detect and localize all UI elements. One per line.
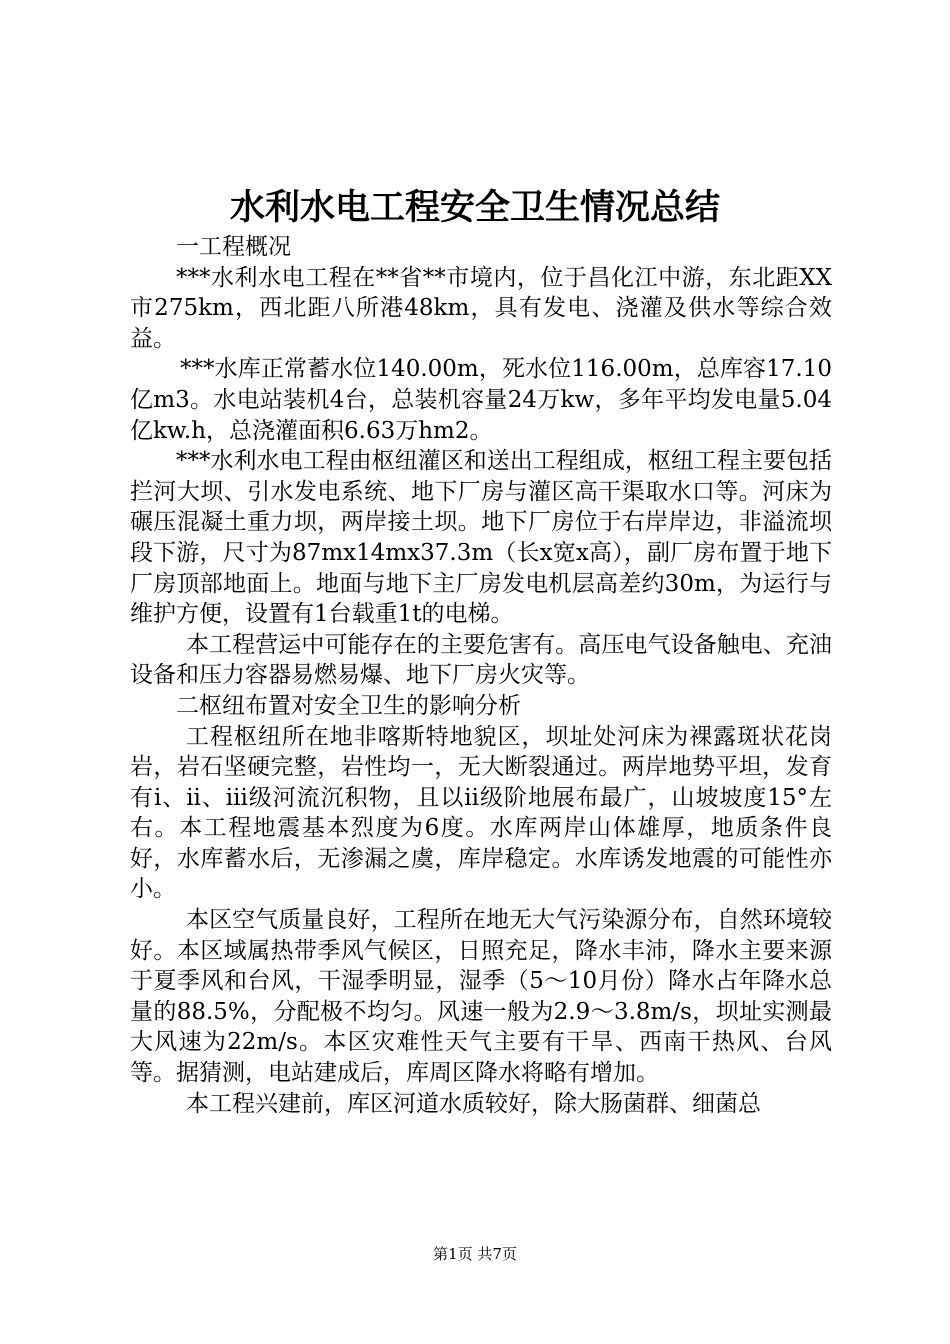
page-footer: 第1页 共7页 bbox=[433, 1245, 517, 1263]
paragraph-hazards: 本工程营运中可能存在的主要危害有。高压电气设备触电、充油设备和压力容器易燃易爆、地下厂房火灾等。 bbox=[130, 631, 832, 689]
paragraph-water-quality: 本工程兴建前，库区河道水质较好，除大肠菌群、细菌总 bbox=[186, 1090, 761, 1117]
paragraph-geology: 工程枢纽所在地非喀斯特地貌区，坝址处河床为裸露斑状花岗岩，岩石坚硬完整，岩性均一，无大断裂通过。两岸地势平坦，发育有i、ii、iii级河流沉积物，且以ii级阶地展布最广，山坡坡度15°左右。本工程地震基本烈度为6度。水库两岸山体雄厚，地质条件良好，水库蓄水后，无渗漏之虞，库岸稳定。水库诱发地震的可能性亦小。 bbox=[130, 723, 832, 903]
document-body bbox=[130, 232, 832, 1119]
paragraph-climate: 本区空气质量良好，工程所在地无大气污染源分布，自然环境较好。本区域属热带季风气候区，日照充足，降水丰沛，降水主要来源于夏季风和台风，干湿季明显，湿季（5～10月份）降水占年降水总量的88.5%，分配极不均匀。风速一般为2.9～3.8m/s，坝址实测最大风速为22m/s。本区灾难性天气主要有干旱、西南干热风、台风等。据猜测，电站建成后，库周区降水将略有增加。 bbox=[130, 907, 832, 1087]
section-heading-overview: 一工程概况 bbox=[176, 234, 291, 260]
paragraph-composition: ***水利水电工程由枢纽灌区和送出工程组成，枢纽工程主要包括拦河大坝、引水发电系统、地下厂房与灌区高干渠取水口等。河床为碾压混凝土重力坝，两岸接土坝。地下厂房位于右岸岸边，非溢流坝段下游，尺寸为87mx14mx37.3m（长x宽x高），副厂房布置于地下厂房顶部地面上。地面与地下主厂房发电机层高差约30m，为运行与维护方便，设置有1台载重1t的电梯。 bbox=[130, 448, 832, 628]
paragraph-location: ***水利水电工程在**省**市境内，位于昌化江中游，东北距XX市275km，西北距八所港48km，具有发电、浇灌及供水等综合效益。 bbox=[130, 264, 832, 352]
section-heading-layout-analysis: 二枢纽布置对安全卫生的影响分析 bbox=[176, 692, 521, 719]
paragraph-reservoir: ***水库正常蓄水位140.00m，死水位116.00m，总库容17.10亿m3。水电站装机4台，总装机容量24万kw，多年平均发电量5.04亿kw.h，总浇灌面积6.63万hm2。 bbox=[130, 356, 832, 444]
document-title: 水利水电工程安全卫生情况总结 bbox=[229, 188, 720, 228]
